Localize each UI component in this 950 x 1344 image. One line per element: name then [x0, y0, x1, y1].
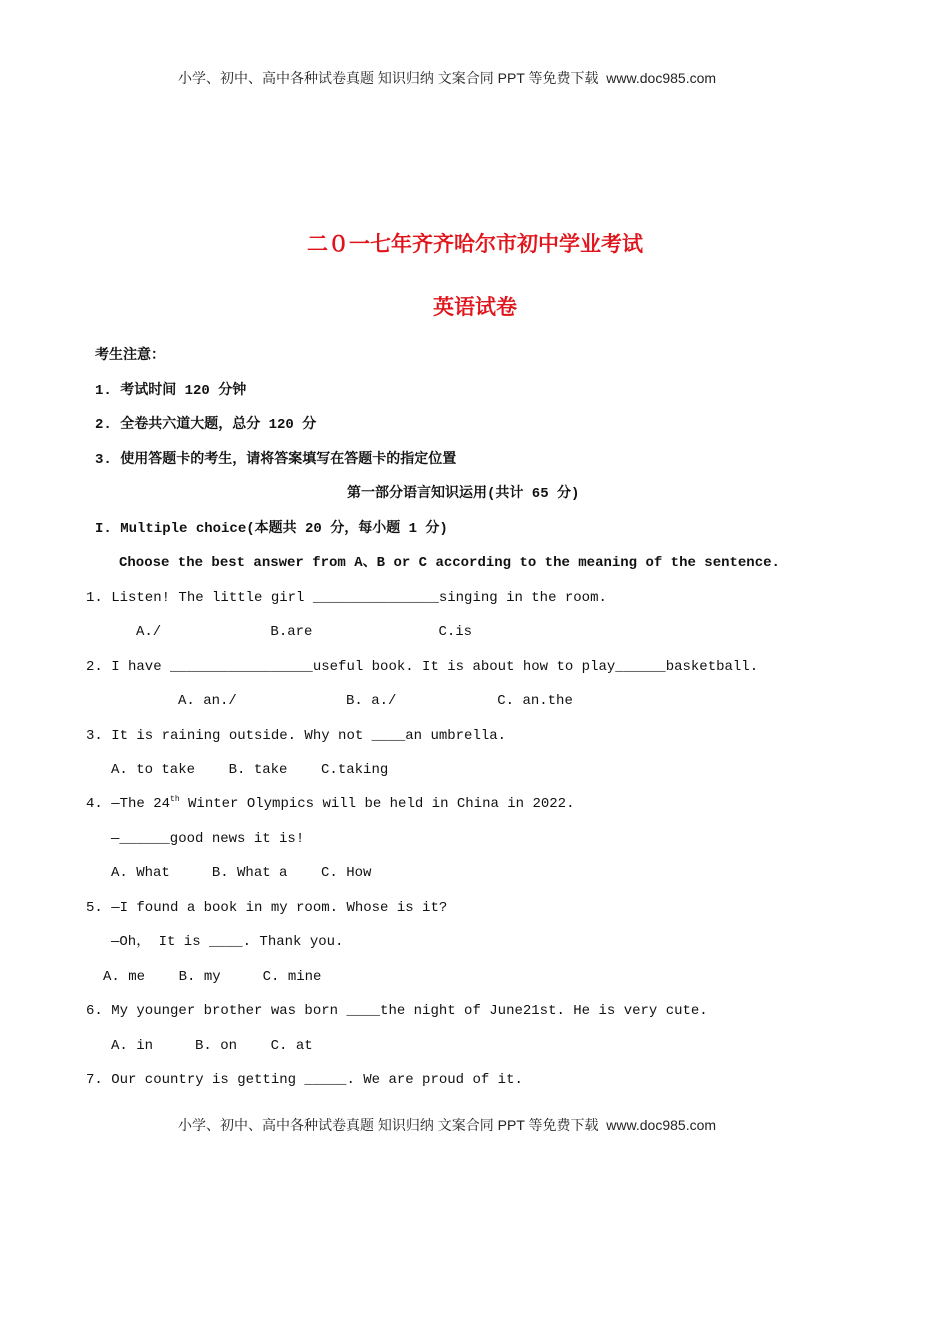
question-6-stem: 6. My younger brother was born ____the night of June21st. He is very cute. — [86, 1003, 708, 1019]
notice-item: 2. 全卷共六道大题，总分 120 分 — [95, 417, 317, 433]
question-5-options: A. me B. my C. mine — [103, 969, 322, 985]
notice-item: 3. 使用答题卡的考生，请将答案填写在答题卡的指定位置 — [95, 452, 457, 468]
question-3-stem: 3. It is raining outside. Why not ____an umbrella. — [86, 728, 507, 744]
question-2-stem: 2. I have _________________useful book. It is about how to play______basketball. — [86, 659, 759, 675]
question-4-stem-text: 4. —The 24 — [86, 796, 171, 812]
part-title: 第一部分语言知识运用(共计 65 分) — [347, 486, 580, 502]
question-1-stem: 1. Listen! The little girl _______________singing in the room. — [86, 590, 607, 606]
question-1-options: A./ B.are C.is — [136, 624, 473, 640]
ordinal-suffix: th — [170, 795, 180, 804]
exam-title: 二０一七年齐齐哈尔市初中学业考试 — [307, 231, 643, 256]
question-3-options: A. to take B. take C.taking — [111, 762, 389, 778]
question-2-options: A. an./ B. a./ C. an.the — [178, 693, 573, 709]
question-4-stem-rest: Winter Olympics will be held in China in 2022. — [179, 796, 575, 812]
section-heading: I. Multiple choice(本题共 20 分，每小题 1 分) — [95, 521, 448, 537]
question-6-options: A. in B. on C. at — [111, 1038, 313, 1054]
question-5-reply: —Oh， It is ____. Thank you. — [111, 934, 344, 950]
exam-subtitle: 英语试卷 — [433, 294, 517, 319]
notice-heading: 考生注意： — [95, 348, 165, 364]
section-instruction: Choose the best answer from A、B or C according to the meaning of the sentence. — [119, 555, 780, 571]
question-4-reply: —______good news it is! — [111, 831, 305, 847]
question-5-stem: 5. —I found a book in my room. Whose is it? — [86, 900, 448, 916]
question-4-options: A. What B. What a C. How — [111, 865, 372, 881]
notice-item: 1. 考试时间 120 分钟 — [95, 383, 247, 399]
question-7-stem: 7. Our country is getting _____. We are proud of it. — [86, 1072, 523, 1088]
question-4-stem — [86, 794, 575, 814]
page-header: 小学、初中、高中各种试卷真题 知识归纳 文案合同 PPT 等免费下载 www.doc985.com — [178, 70, 717, 86]
page-footer: 小学、初中、高中各种试卷真题 知识归纳 文案合同 PPT 等免费下载 www.doc985.com — [178, 1117, 717, 1133]
